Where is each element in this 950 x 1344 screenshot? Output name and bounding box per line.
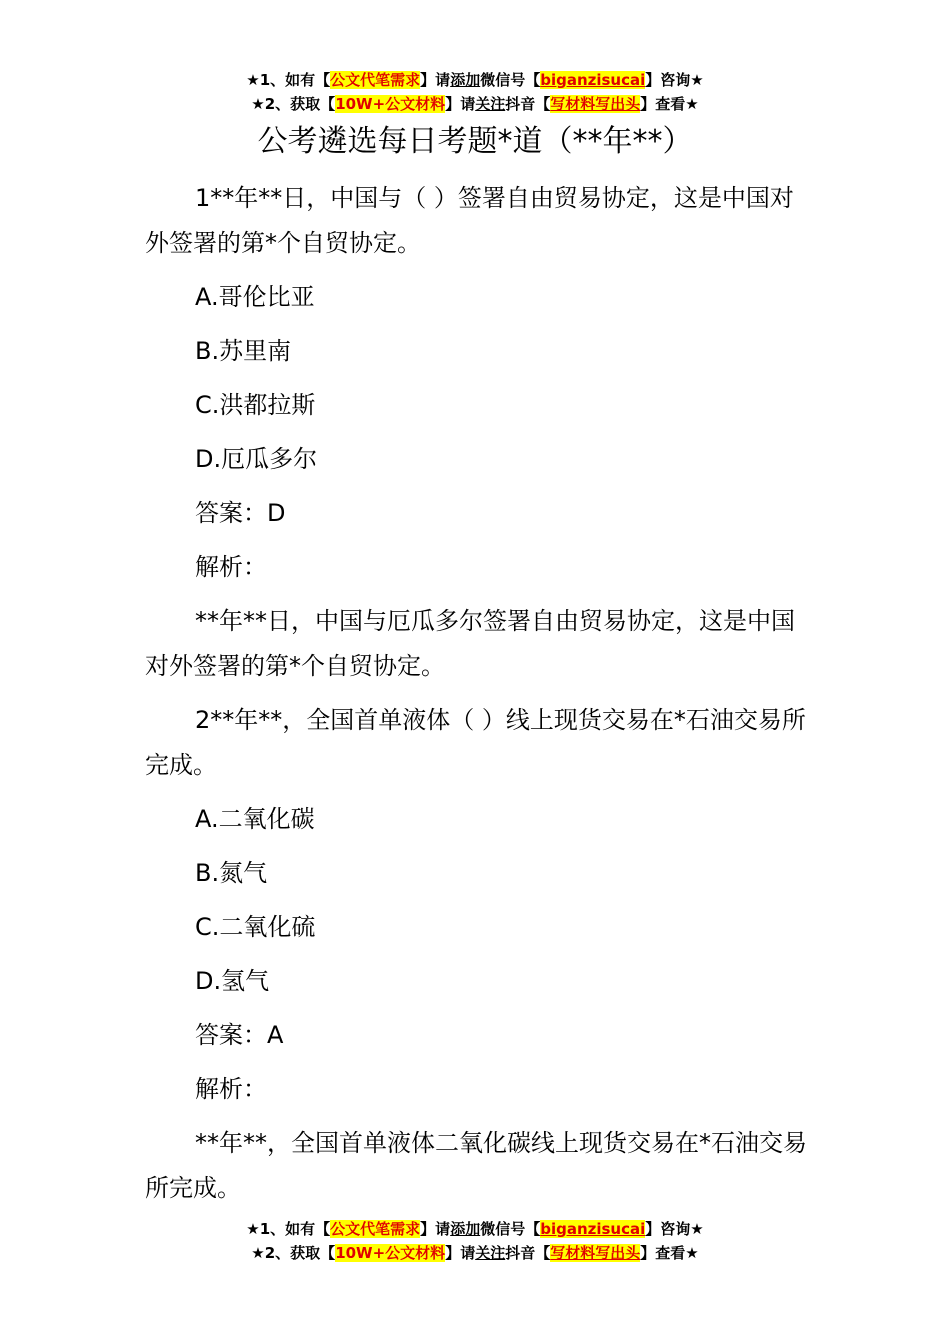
question-1-option-a: A.哥伦比亚 [195,283,315,311]
banner-highlight: 写材料写出头 [550,1244,641,1262]
banner-highlight: 公文代笔需求 [330,1220,421,1238]
banner-underlined: 添加 [450,71,481,89]
banner-text: 】请 [420,71,451,89]
banner-text: ★1、如有【 [246,1220,331,1238]
document-body [145,176,810,1211]
banner-line-1 [0,68,950,92]
banner-text: 】查看★ [640,1244,699,1262]
question-2-option-b: B.氮气 [195,859,268,887]
banner-text: ★1、如有【 [246,71,331,89]
question-2-option-d: D.氢气 [195,967,270,995]
footer-banner [0,1217,950,1265]
banner-highlight: 公文代笔需求 [330,71,421,89]
question-2-option-c: C.二氧化硫 [195,913,316,941]
banner-text: 微信号【 [480,71,541,89]
question-1-analysis-label: 解析： [195,553,267,581]
banner-text: 】咨询★ [645,71,704,89]
banner-text: 】请 [445,1244,476,1262]
banner-highlight: 写材料写出头 [550,95,641,113]
header-banner [0,68,950,116]
banner-text: ★2、获取【 [251,95,336,113]
banner-underlined: 关注 [475,95,506,113]
question-1-answer: 答案：D [195,499,286,527]
banner-line-2 [0,92,950,116]
question-1-stem: 1**年**日，中国与（ ）签署自由贸易协定，这是中国对外签署的第*个自贸协定。 [145,184,794,257]
banner-line-2 [0,1241,950,1265]
question-1-analysis: **年**日，中国与厄瓜多尔签署自由贸易协定，这是中国对外签署的第*个自贸协定。 [145,607,795,680]
banner-text: 】请 [420,1220,451,1238]
banner-text: 微信号【 [480,1220,541,1238]
banner-highlight: 10W+公文材料 [335,1244,446,1262]
banner-text: 】咨询★ [645,1220,704,1238]
question-1-option-b: B.苏里南 [195,337,292,365]
banner-highlight: biganzisucai [540,71,646,89]
question-2-analysis-label: 解析： [195,1075,267,1103]
banner-underlined: 关注 [475,1244,506,1262]
banner-highlight: biganzisucai [540,1220,646,1238]
question-1-option-c: C.洪都拉斯 [195,391,316,419]
question-1-option-d: D.厄瓜多尔 [195,445,318,473]
banner-text: 】查看★ [640,95,699,113]
banner-line-1 [0,1217,950,1241]
banner-text: 】请 [445,95,476,113]
question-2-analysis: **年**，全国首单液体二氧化碳线上现货交易在*石油交易所完成。 [145,1129,807,1202]
banner-text: 抖音【 [505,1244,551,1262]
banner-underlined: 添加 [450,1220,481,1238]
banner-text: ★2、获取【 [251,1244,336,1262]
question-2-option-a: A.二氧化碳 [195,805,315,833]
page-title: 公考遴选每日考题*道（**年**） [257,124,693,159]
banner-highlight: 10W+公文材料 [335,95,446,113]
question-2-stem: 2**年**，全国首单液体（ ）线上现货交易在*石油交易所完成。 [145,706,806,779]
banner-text: 抖音【 [505,95,551,113]
question-2-answer: 答案：A [195,1021,284,1049]
